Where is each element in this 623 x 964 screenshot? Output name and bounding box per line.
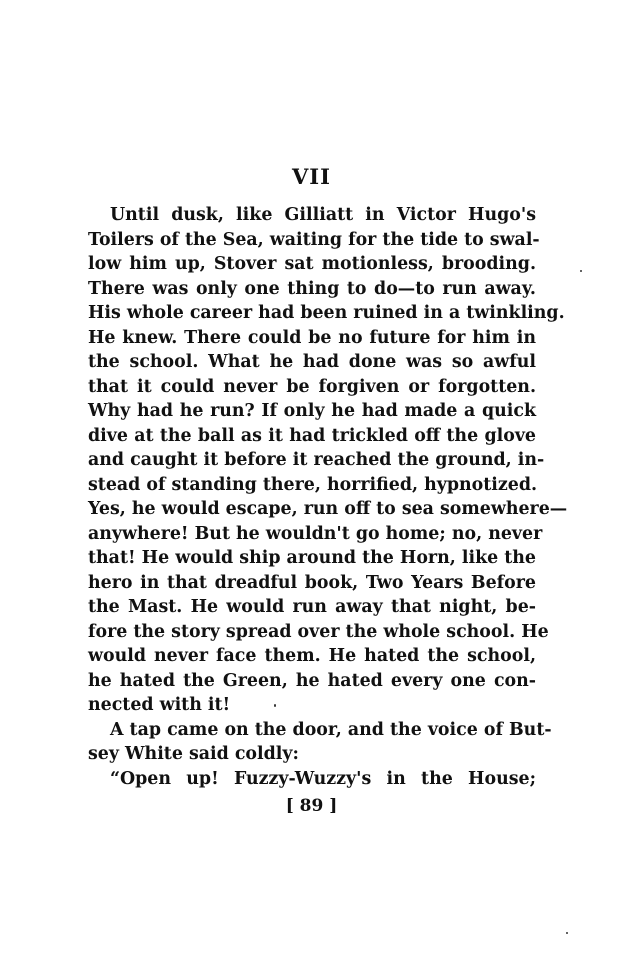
text-line: He knew. There could be no future for him in <box>88 327 536 348</box>
text-line: he hated the Green, he hated every one con- <box>88 670 536 691</box>
page-number: [ 89 ] <box>285 796 338 816</box>
text-line: Until dusk, like Gilliatt in Victor Hugo's <box>110 205 536 225</box>
text-line: “Open up! Fuzzy-Wuzzy's in the House; <box>110 768 536 789</box>
text-line: nected with it! <box>88 695 231 715</box>
text-line: Yes, he would escape, run off to sea somewhere— <box>88 499 568 519</box>
text-line: Why had he run? If only he had made a quick <box>88 401 536 421</box>
body-text <box>88 203 568 791</box>
text-line: would never face them. He hated the school, <box>88 646 536 666</box>
text-line: the Mast. He would run away that night, be- <box>88 597 536 617</box>
text-line: There was only one thing to do—to run away. <box>88 278 536 299</box>
text-line: His whole career had been ruined in a twinkling. <box>88 303 565 323</box>
text-line: that it could never be forgiven or forgotten. <box>88 376 536 397</box>
text-line: A tap came on the door, and the voice of But- <box>110 719 552 740</box>
print-speck <box>566 932 568 934</box>
print-speck <box>274 704 276 707</box>
text-line: that! He would ship around the Horn, like the <box>88 548 536 568</box>
text-line: the school. What he had done was so awful <box>88 352 536 372</box>
print-speck <box>580 270 582 272</box>
text-line: fore the story spread over the whole school. He <box>88 621 549 642</box>
text-line: and caught it before it reached the ground, in- <box>88 450 545 470</box>
text-line: dive at the ball as it had trickled off the glove <box>88 425 536 446</box>
text-line: anywhere! But he wouldn't go home; no, never <box>88 523 543 544</box>
text-line: low him up, Stover sat motionless, brooding. <box>88 254 536 274</box>
text-line: sey White said coldly: <box>88 744 299 764</box>
text-line: stead of standing there, horrified, hypnotized. <box>88 474 538 495</box>
text-line: Toilers of the Sea, waiting for the tide to swal- <box>88 229 540 250</box>
chapter-heading: VII <box>292 164 331 189</box>
text-line: hero in that dreadful book, Two Years Before <box>88 572 536 593</box>
